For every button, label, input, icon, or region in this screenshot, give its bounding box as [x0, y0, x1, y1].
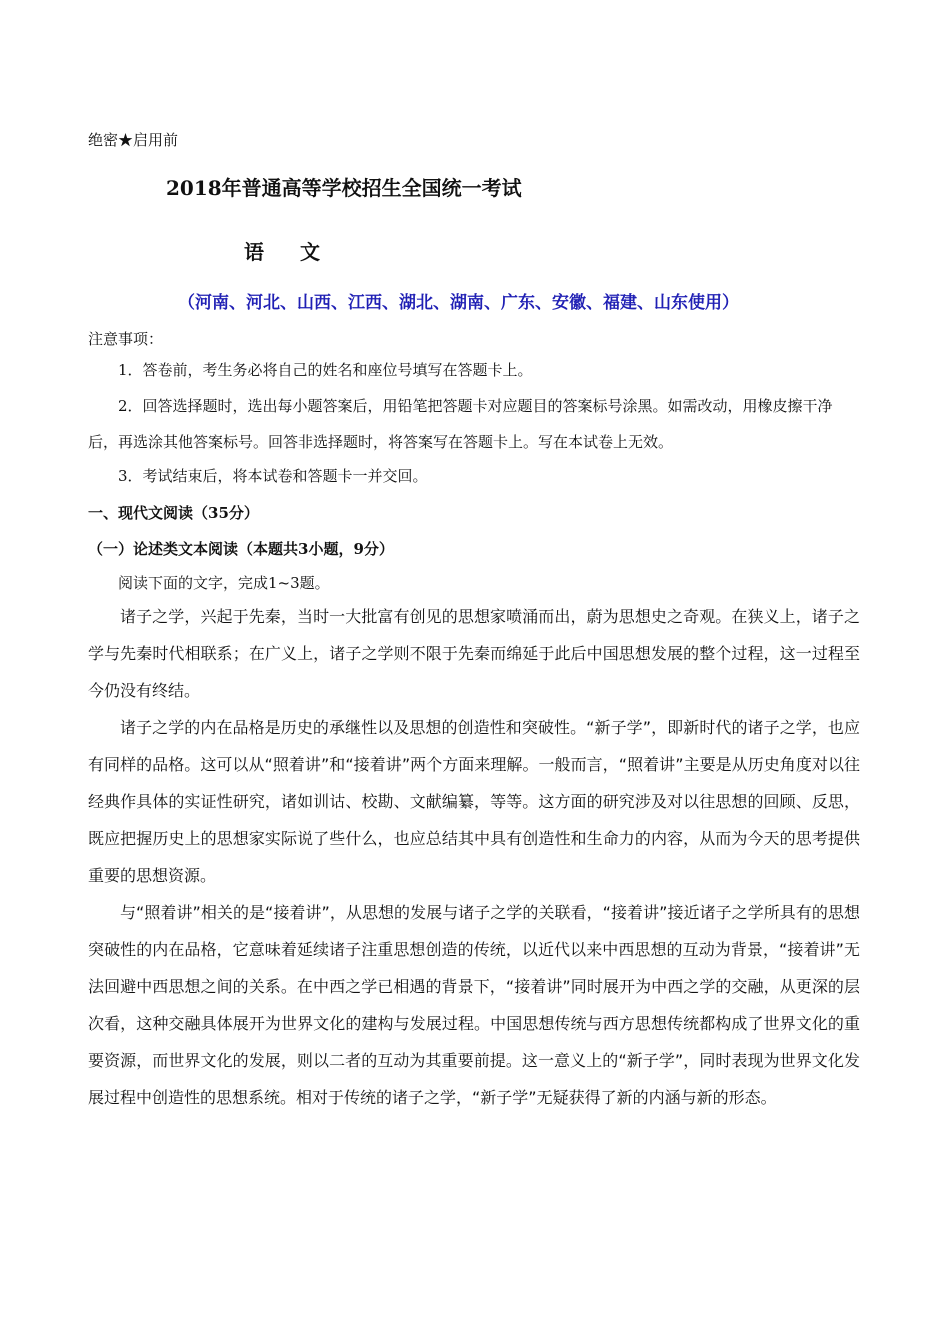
subject-char-1: 语 [244, 240, 264, 264]
note-text: 2．回答选择题时，选出每小题答案后，用铅笔把答题卡对应题目的答案标号涂黑。如需改动，用橡皮擦干净后，再选涂其他答案标号。回答非选择题时，将答案写在答题卡上。写在本试卷上无效。 [88, 397, 833, 451]
passage-paragraph: 诸子之学的内在品格是历史的承继性以及思想的创造性和突破性。“新子学”，即新时代的诸子之学，也应有同样的品格。这可以从“照着讲”和“接着讲”两个方面来理解。一般而言，“照着讲”主要是从历史角度对以往经典作具体的实证性研究，诸如训诂、校勘、文献编纂，等等。这方面的研究涉及对以往思想的回顾、反思，既应把握历史上的思想家实际说了些什么，也应总结其中具有创造性和生命力的内容，从而为今天的思考提供重要的思想资源。 [88, 718, 860, 885]
note-item [88, 388, 860, 460]
note-text: 1．答卷前，考生务必将自己的姓名和座位号填写在答题卡上。 [118, 361, 533, 379]
passage-paragraph: 诸子之学，兴起于先秦，当时一大批富有创见的思想家喷涌而出，蔚为思想史之奇观。在狭义上，诸子之学与先秦时代相联系；在广义上，诸子之学则不限于先秦而绵延于此后中国思想发展的整个过程，这一过程至今仍没有终结。 [88, 607, 860, 700]
confidential-label: 绝密★启用前 [88, 131, 179, 149]
note-text: 3．考试结束后，将本试卷和答题卡一并交回。 [118, 467, 428, 485]
passage-paragraph: 与“照着讲”相关的是“接着讲”，从思想的发展与诸子之学的关联看，“接着讲”接近诸子之学所具有的思想突破性的内在品格，它意味着延续诸子注重思想创造的传统，以近代以来中西思想的互动为背景，“接着讲”无法回避中西思想之间的关系。在中西之学已相遇的背景下，“接着讲”同时展开为中西之学的交融，从更深的层次看，这种交融具体展开为世界文化的建构与发展过程。中国思想传统与西方思想传统都构成了世界文化的重要资源，而世界文化的发展，则以二者的互动为其重要前提。这一意义上的“新子学”，同时表现为世界文化发展过程中创造性的思想系统。相对于传统的诸子之学，“新子学”无疑获得了新的内涵与新的形态。 [88, 903, 860, 1107]
subject-char-2: 文 [300, 240, 320, 264]
note-item [88, 352, 860, 388]
note-item [88, 458, 860, 494]
section-heading: 一、现代文阅读（35分） [88, 504, 259, 522]
provinces-note: （河南、河北、山西、江西、湖北、湖南、广东、安徽、福建、山东使用） [178, 293, 739, 313]
exam-title: 2018年普通高等学校招生全国统一考试 [166, 176, 522, 200]
notes-title: 注意事项： [88, 330, 164, 348]
reading-instruction: 阅读下面的文字，完成1~3题。 [118, 574, 330, 592]
section-subheading: （一）论述类文本阅读（本题共3小题，9分） [88, 540, 394, 558]
subject-title [244, 236, 320, 265]
